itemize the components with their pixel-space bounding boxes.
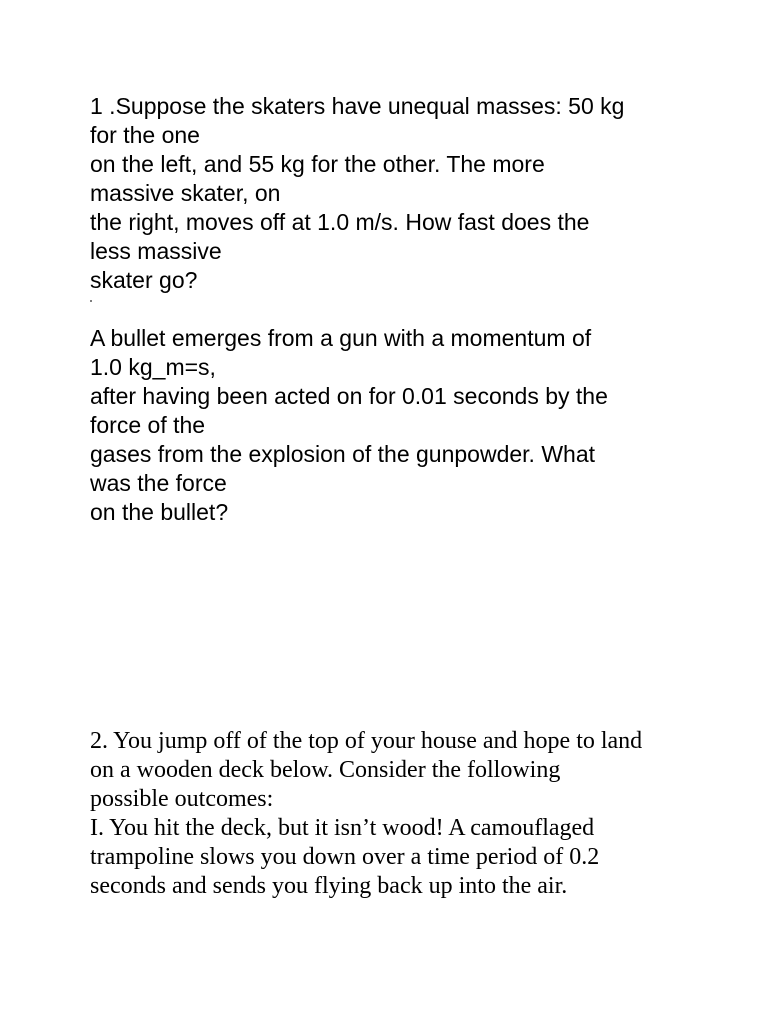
bullet-question-line: force of the bbox=[90, 412, 206, 438]
question-2-line: possible outcomes: bbox=[90, 786, 274, 812]
question-2-line: seconds and sends you flying back up into the air. bbox=[90, 873, 568, 899]
bullet-question-line: A bullet emerges from a gun with a momentum of bbox=[90, 325, 592, 351]
question-1-line: 1 .Suppose the skaters have unequal masses: 50 kg bbox=[90, 93, 625, 119]
bullet-question-line: 1.0 kg_m=s, bbox=[90, 354, 216, 380]
question-1-line: skater go? bbox=[90, 267, 198, 293]
question-2-line: I. You hit the deck, but it isn’t wood! A camouflaged bbox=[90, 815, 595, 841]
stray-dot bbox=[90, 300, 92, 302]
question-1-line: for the one bbox=[90, 122, 200, 148]
bullet-question-line: gases from the explosion of the gunpowder. What bbox=[90, 441, 596, 467]
question-1-line: massive skater, on bbox=[90, 180, 281, 206]
question-2-line: 2. You jump off of the top of your house and hope to land bbox=[90, 728, 643, 754]
question-2-line: on a wooden deck below. Consider the following bbox=[90, 757, 561, 783]
bullet-question-line: was the force bbox=[90, 470, 227, 496]
question-1-line: less massive bbox=[90, 238, 222, 264]
question-2-line: trampoline slows you down over a time period of 0.2 bbox=[90, 844, 600, 870]
bullet-question-line: on the bullet? bbox=[90, 499, 229, 525]
question-1-line: the right, moves off at 1.0 m/s. How fast does the bbox=[90, 209, 590, 235]
question-1-line: on the left, and 55 kg for the other. The more bbox=[90, 151, 545, 177]
bullet-question-line: after having been acted on for 0.01 seconds by the bbox=[90, 383, 608, 409]
